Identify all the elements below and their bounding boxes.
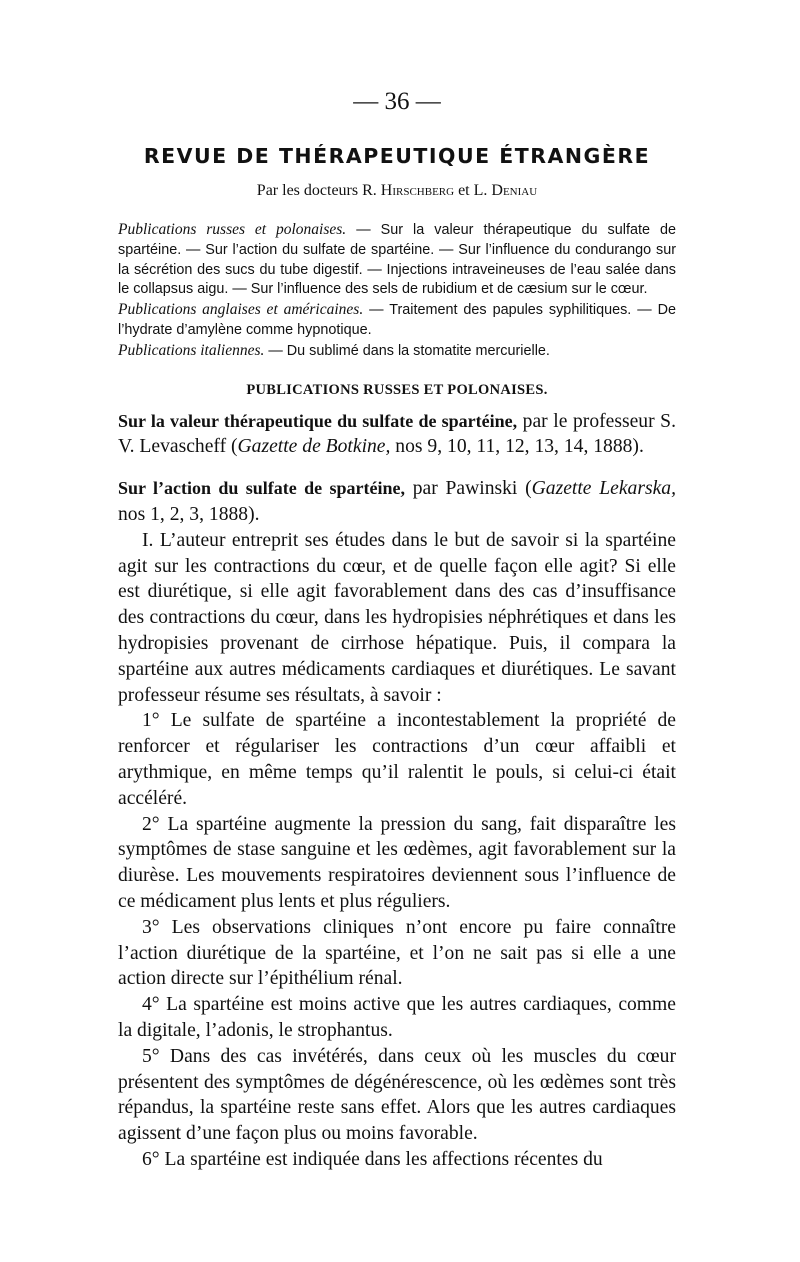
- article-heading-journal: Gazette Lekarska,: [531, 478, 676, 500]
- summary-heading: Publications russes et polonaises.: [118, 221, 347, 238]
- author-name-1: Hirschberg: [380, 182, 455, 199]
- body-paragraph: 1° Le sulfate de spartéine a incontestablement la propriété de renforcer et régulariser les contractions d’un cœur affaibli et arythmique, en même temps qu’il ralentit le pouls, si celui-ci était accéléré.: [118, 710, 676, 809]
- article-heading-text: par Pawinski (: [404, 478, 532, 500]
- summary-heading: Publications italiennes.: [118, 341, 265, 359]
- article-heading-text: par le professeur S. V. Levascheff (: [118, 410, 676, 458]
- article-body: [118, 528, 676, 1173]
- summary-text: — Traitement des papules syphilitiques. — De l’hydrate d’amylène comme hypnotique.: [118, 302, 676, 338]
- body-paragraph: I. L’auteur entreprit ses études dans le but de savoir si la spartéine agit sur les contractions du cœur, et de quelle façon elle agit? Si elle est diurétique, si elle agit favorablement dans des cas d’insuffisance des contractions du cœur, dans les hydropisies néphrétiques et dans les hydropisies provenant de cirrhose hépatique. Puis, il compara la spartéine aux autres médicaments cardiaques et diurétiques. Le savant professeur résume ses résultats, à savoir :: [118, 529, 676, 706]
- article-title: REVUE DE THÉRAPEUTIQUE ÉTRANGÈRE: [143, 144, 651, 168]
- body-paragraph: 2° La spartéine augmente la pression du sang, fait disparaître les symptômes de stase sanguine et les œdèmes, agit favorablement sur la diurèse. Les mouvements respiratoires deviennent sous l’influence de ce médicament plus lents et plus réguliers.: [118, 813, 676, 912]
- article-heading-bold: Sur la valeur thérapeutique du sulfate de spartéine,: [118, 410, 518, 431]
- summary-text: — Sur la valeur thérapeutique du sulfate de spartéine. — Sur l’action du sulfate de spartéine. — Sur l’influence du condurango sur la sécrétion des sucs du tube digestif. — Injections intraveineuses de l’eau salée dans le collapsus aigu. — Sur l’influence des sels de rubidium et de cæsium sur le cœur.: [118, 222, 676, 298]
- body-paragraph: 5° Dans des cas invétérés, dans ceux où les muscles du cœur présentent des symptômes de dégénérescence, où les œdèmes sont très répandus, la spartéine reste sans effet. Alors que les autres cardiaques agissent d’une façon plus ou moins favorable.: [118, 1045, 676, 1145]
- summary-item: [118, 341, 676, 362]
- section-heading: PUBLICATIONS RUSSES ET POLONAISES.: [246, 381, 548, 398]
- author-name-2: Deniau: [491, 182, 538, 199]
- summary-item: [118, 220, 676, 300]
- summary-heading: Publications anglaises et américaines.: [118, 301, 364, 319]
- summary-item: [118, 300, 676, 341]
- article-heading-2: [118, 476, 676, 528]
- body-paragraph: 4° La spartéine est moins active que les autres cardiaques, comme la digitale, l’adonis, le strophantus.: [118, 994, 676, 1041]
- summary-text: — Du sublimé dans la stomatite mercurielle.: [264, 342, 550, 359]
- body-paragraph: 6° La spartéine est indiquée dans les affections récentes du: [142, 1148, 603, 1170]
- article-heading-issue: nos 9, 10, 11, 12, 13, 14, 1888).: [390, 436, 644, 458]
- summary: [118, 220, 676, 362]
- authors-mid: et L.: [454, 182, 492, 199]
- article-heading-bold: Sur l’action du sulfate de spartéine,: [118, 478, 405, 499]
- article-heading-1: [118, 409, 676, 461]
- article-heading-journal: Gazette de Botkine,: [237, 436, 391, 458]
- article-heading-issue: nos 1, 2, 3, 1888).: [118, 503, 260, 525]
- body-paragraph: 3° Les observations cliniques n’ont encore pu faire connaître l’action diurétique de la spartéine, et l’on ne sait pas si elle a une action directe sur l’épithélium rénal.: [118, 916, 676, 990]
- page-number: — 36 —: [353, 88, 441, 115]
- authors-line: [118, 182, 676, 200]
- authors-prefix: Par les docteurs R.: [256, 182, 381, 199]
